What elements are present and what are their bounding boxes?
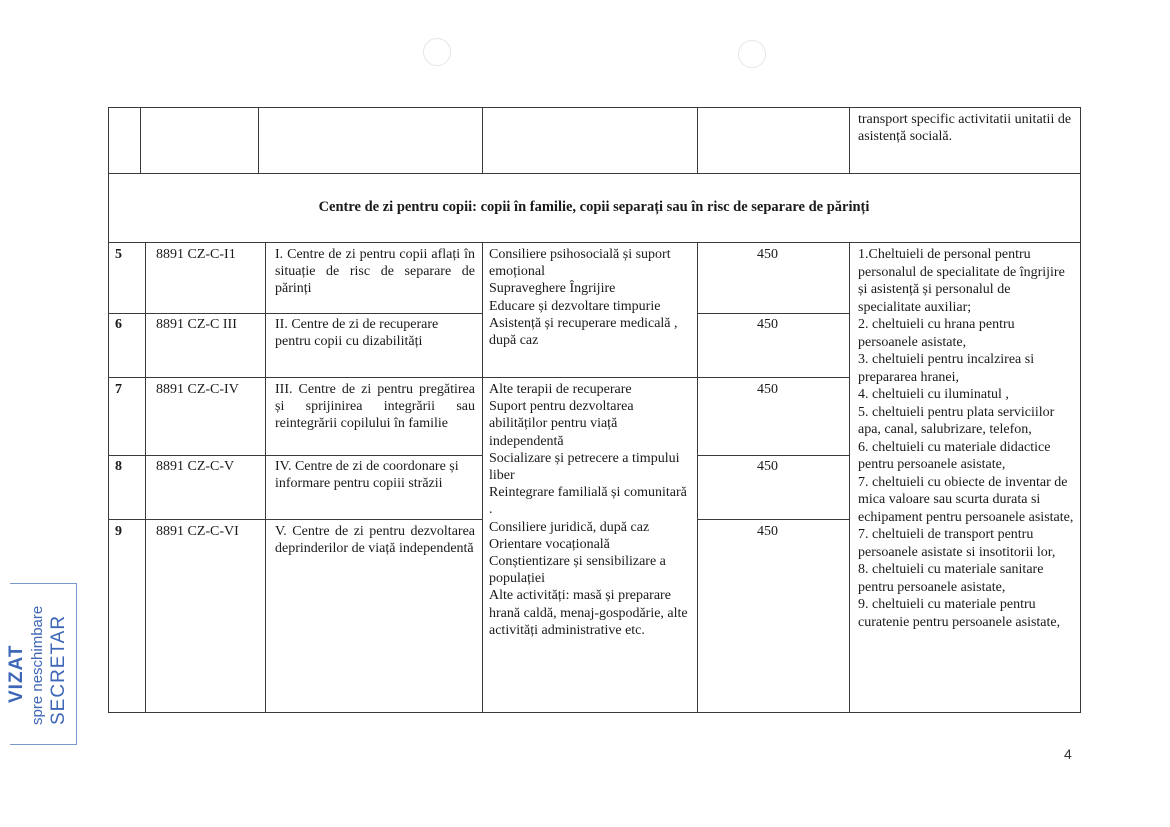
row-number: 6 [115, 317, 122, 332]
row-capacity: 450 [757, 382, 778, 397]
scan-artifact [423, 38, 451, 66]
row-capacity: 450 [757, 524, 778, 539]
row-capacity: 450 [757, 459, 778, 474]
cost-categories: 1.Cheltuieli de personal pentru personalul de specialitate de îngrijire și asistență și personalul de specialitate auxiliar; 2. cheltuieli cu hrana pentru persoanele asistate, 3. cheltuieli pentru incalzirea si prepararea hranei, 4. cheltuieli cu iluminatul , 5. cheltuieli pentru plata serviciilor apa, canal, salubrizare, telefon, 6. cheltuieli cu materiale didactice pentru persoanele asistate, 7. cheltuieli cu obiecte de inventar de mica valoare sau scurta durata si echipament pentru persoanele asistate, 7. cheltuieli de transport pentru persoanele asistate si insotitorii lor, 8. cheltuieli cu materiale sanitare pentru persoanele asistate, 9. cheltuieli cu materiale pentru curatenie pentru persoanele asistate, [858, 247, 1074, 630]
row-code: 8891 CZ-C-IV [156, 382, 239, 397]
services-list-top: Consiliere psihosocială și suport emoțional Supraveghere Îngrijire Educare și dezvoltare timpurie Asistență și recuperare medicală , după caz [489, 247, 678, 349]
stamp-line-secretar: SECRETAR [48, 614, 69, 725]
stamp-line-vizat: VIZAT [6, 644, 27, 703]
top-row-cost-cell: transport specific activitatii unitatii de asistență socială. [858, 112, 1072, 145]
row-code: 8891 CZ-C-V [156, 459, 235, 474]
row-service-name: V. Centre de zi pentru dezvoltarea deprinderilor de viață independentă [275, 524, 475, 557]
vizat-stamp [6, 583, 76, 743]
row-number: 5 [115, 247, 122, 262]
row-service-name: I. Centre de zi pentru copii aflați în situație de risc de separare de părinți [275, 247, 475, 297]
row-number: 9 [115, 524, 122, 539]
scan-artifact [738, 40, 766, 68]
row-code: 8891 CZ-C III [156, 317, 237, 332]
row-service-name: II. Centre de zi de recuperare pentru copii cu dizabilități [275, 317, 439, 350]
row-capacity: 450 [757, 247, 778, 262]
services-list-bottom: Alte terapii de recuperare Suport pentru dezvoltarea abilităților pentru viață independentă Socializare și petrecere a timpului liber Reintegrare familială și comunitară . Consiliere juridică, după caz Orientare vocațională Conștientizare și sensibilizare a populației Alte activități: masă și preparare hrană caldă, menaj-gospodărie, alte activități administrative etc. [489, 382, 688, 638]
section-title: Centre de zi pentru copii: copii în familie, copii separați sau în risc de separare de părinți [318, 199, 870, 215]
row-number: 7 [115, 382, 122, 397]
row-code: 8891 CZ-C-I1 [156, 247, 236, 262]
row-capacity: 450 [757, 317, 778, 332]
row-code: 8891 CZ-C-VI [156, 524, 239, 539]
row-service-name: IV. Centre de zi de coordonare și informare pentru copiii străzii [275, 459, 459, 492]
row-service-name: III. Centre de zi pentru pregătirea și sprijinirea integrării sau reintegrării copilului în familie [275, 382, 475, 432]
row-number: 8 [115, 459, 122, 474]
page-number: 4 [1064, 746, 1072, 762]
stamp-line-neschimbare: spre neschimbare [29, 605, 46, 725]
